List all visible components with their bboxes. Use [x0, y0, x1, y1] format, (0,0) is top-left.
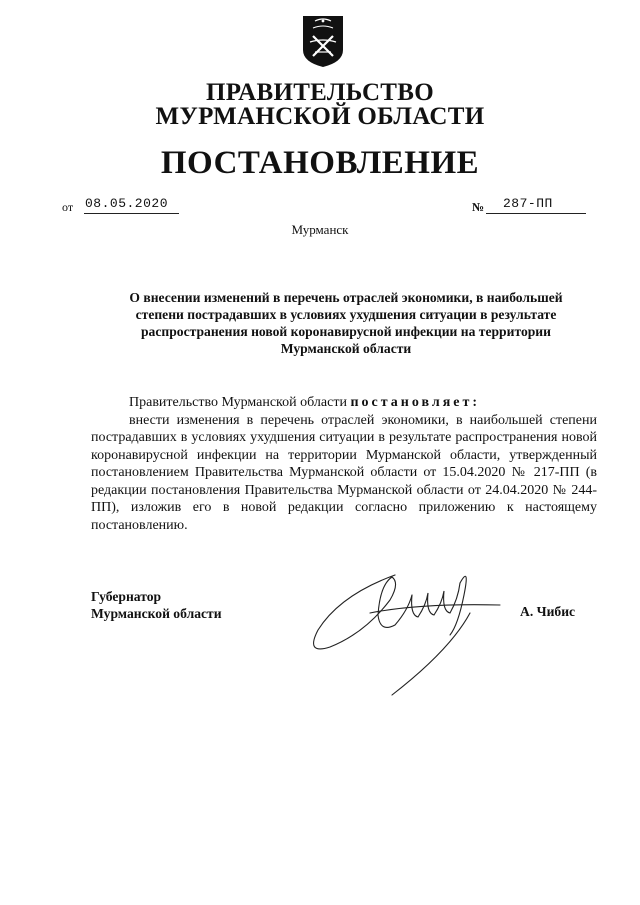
body-intro: Правительство Мурманской области	[129, 395, 351, 410]
subject-line: степени пострадавших в условиях ухудшения ситуации в результате	[135, 307, 557, 322]
subject-line: Мурманской области	[280, 341, 412, 356]
document-title: ПОСТАНОВЛЕНИЕ	[160, 145, 480, 181]
date-prefix: от	[62, 200, 74, 214]
coat-of-arms-icon	[301, 12, 345, 68]
signer-title	[91, 588, 222, 622]
subject-line: О внесении изменений в перечень отраслей экономики, в наибольшей	[129, 290, 563, 305]
date-underline	[84, 213, 179, 214]
signer-title-line: Мурманской области	[91, 606, 222, 621]
signer-name: А. Чибис	[520, 604, 576, 619]
handwritten-signature-icon	[300, 555, 510, 700]
document-subject	[96, 289, 596, 357]
number-underline	[486, 213, 586, 214]
document-date: 08.05.2020	[85, 196, 169, 211]
body-text: внести изменения в перечень отраслей экономики, в наибольшей степени пострадавших в условиях ухудшения ситуации в результате распространения новой коронавирусной инфекции на территории Мурманской области, утвержденный постановлением Правительства Мурманской области от 15.04.2020 № 217-ПП (в редакции постановления Правительства Мурманской области от 24.04.2020 № 244-ПП), изложив его в новой редакции согласно приложению к настоящему постановлению.	[91, 412, 597, 533]
signer-title-line: Губернатор	[91, 589, 162, 604]
number-prefix: №	[472, 200, 485, 214]
body-intro-paragraph	[91, 394, 597, 412]
org-name-line2: МУРМАНСКОЙ ОБЛАСТИ	[155, 103, 485, 130]
org-name-line1: ПРАВИТЕЛЬСТВО	[206, 79, 434, 106]
subject-line: распространения новой коронавирусной инфекции на территории	[141, 324, 551, 339]
city: Мурманск	[291, 222, 349, 237]
document-body	[91, 394, 597, 534]
decree-word: постановляет:	[350, 395, 481, 410]
document-number: 287-ПП	[503, 196, 553, 211]
